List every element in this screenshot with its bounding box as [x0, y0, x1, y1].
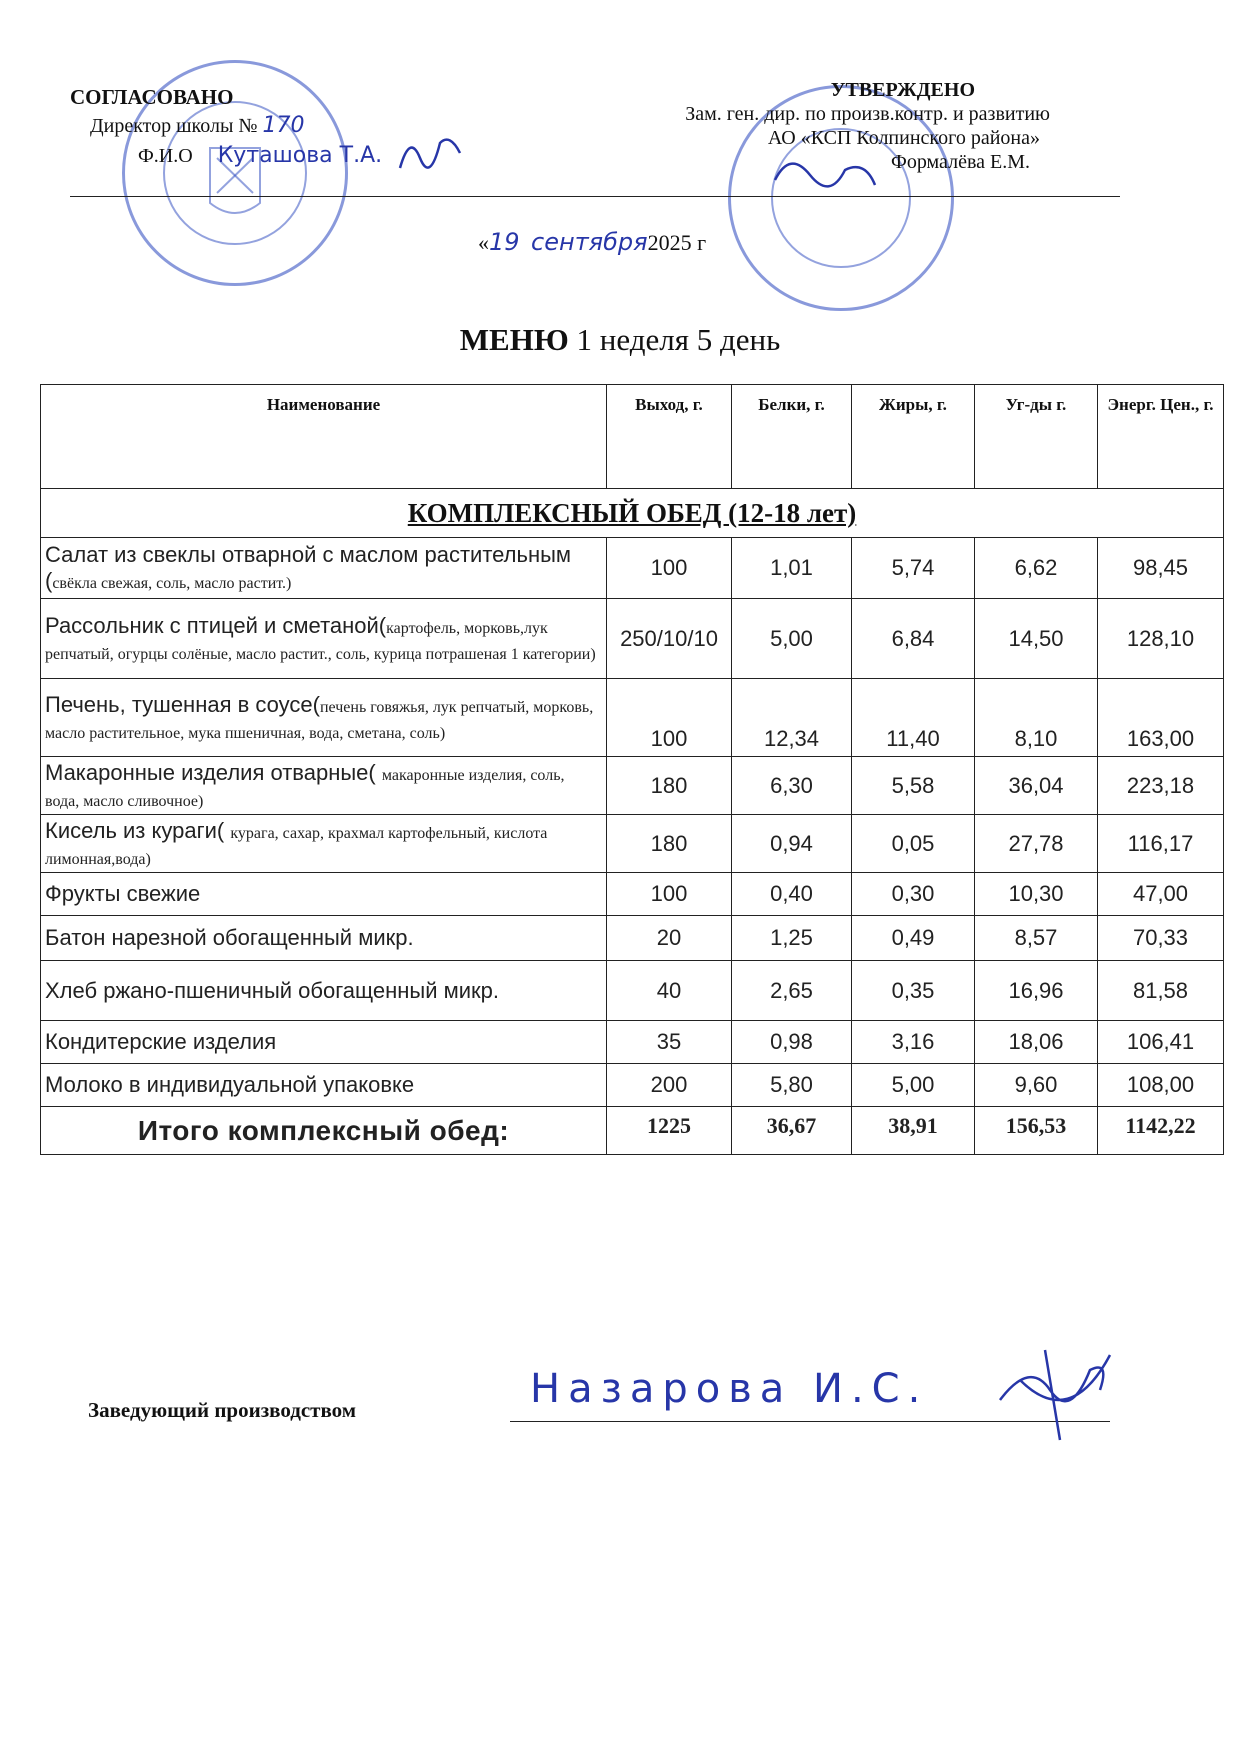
- date-year: 2025 г: [647, 230, 707, 255]
- agreed-signature-icon: [395, 128, 465, 178]
- table-row: [41, 916, 1224, 961]
- dish-carbs: 14,50: [975, 599, 1098, 679]
- dish-carbs: 18,06: [975, 1021, 1098, 1064]
- dish-energy: 116,17: [1098, 815, 1224, 873]
- total-protein: 36,67: [732, 1107, 852, 1155]
- approval-date: «19 сентября2025 г: [478, 228, 707, 256]
- table-row: [41, 1064, 1224, 1107]
- date-day: 19: [489, 228, 520, 256]
- table-row: [41, 815, 1224, 873]
- dish-carbs: 8,57: [975, 916, 1098, 961]
- dish-carbs: 8,10: [975, 679, 1098, 757]
- dish-fat: 0,05: [852, 815, 975, 873]
- dish-carbs: 9,60: [975, 1064, 1098, 1107]
- total-fat: 38,91: [852, 1107, 975, 1155]
- dish-out: 40: [607, 961, 732, 1021]
- total-label: Итого комплексный обед:: [41, 1107, 607, 1155]
- dish-carbs: 10,30: [975, 873, 1098, 916]
- dish-energy: 223,18: [1098, 757, 1224, 815]
- dish-energy: 106,41: [1098, 1021, 1224, 1064]
- dish-name: Кондитерские изделия: [41, 1021, 607, 1064]
- date-month: сентября: [531, 228, 648, 256]
- agreed-title: СОГЛАСОВАНО: [70, 85, 234, 109]
- approved-line-3: Формалёва Е.М.: [891, 151, 1030, 173]
- dish-name: Молоко в индивидуальной упаковке: [41, 1064, 607, 1107]
- dish-carbs: 27,78: [975, 815, 1098, 873]
- dish-energy: 108,00: [1098, 1064, 1224, 1107]
- total-carbs: 156,53: [975, 1107, 1098, 1155]
- dish-name: Батон нарезной обогащенный микр.: [41, 916, 607, 961]
- dish-name: Рассольник с птицей и сметаной(картофель, морковь,лук репчатый, огурцы солёные, масло растит., соль, курица потрашеная 1 категории): [41, 599, 607, 679]
- approved-title: УТВЕРЖДЕНО: [830, 79, 975, 101]
- dish-energy: 47,00: [1098, 873, 1224, 916]
- dish-protein: 0,94: [732, 815, 852, 873]
- header-divider: [70, 196, 1120, 197]
- production-manager-signature-text: Назарова И.С.: [530, 1366, 929, 1412]
- menu-table: [40, 384, 1224, 1155]
- dish-protein: 5,80: [732, 1064, 852, 1107]
- table-row: [41, 679, 1224, 757]
- approved-signature-icon: [770, 150, 880, 210]
- dish-out: 100: [607, 679, 732, 757]
- dish-energy: 98,45: [1098, 538, 1224, 599]
- dish-protein: 5,00: [732, 599, 852, 679]
- section-title: КОМПЛЕКСНЫЙ ОБЕД (12-18 лет): [407, 497, 857, 528]
- dish-energy: 81,58: [1098, 961, 1224, 1021]
- dish-carbs: 36,04: [975, 757, 1098, 815]
- table-row: [41, 757, 1224, 815]
- col-out: Выход, г.: [607, 385, 732, 489]
- table-row: [41, 599, 1224, 679]
- dish-out: 180: [607, 815, 732, 873]
- dish-name: Печень, тушенная в соусе(печень говяжья, лук репчатый, морковь, масло растительное, мука пшеничная, вода, сметана, соль): [41, 679, 607, 757]
- production-manager-label: Заведующий производством: [88, 1398, 357, 1422]
- agreed-director-line: Директор школы № 170: [90, 113, 305, 138]
- production-manager-signature-icon: [990, 1340, 1120, 1450]
- dish-name: Хлеб ржано-пшеничный обогащенный микр.: [41, 961, 607, 1021]
- dish-protein: 6,30: [732, 757, 852, 815]
- dish-fat: 0,30: [852, 873, 975, 916]
- dish-name: Кисель из кураги( курага, сахар, крахмал картофельный, кислота лимонная,вода): [41, 815, 607, 873]
- dish-name: Макаронные изделия отварные( макаронные изделия, соль, вода, масло сливочное): [41, 757, 607, 815]
- dish-fat: 5,74: [852, 538, 975, 599]
- dish-energy: 70,33: [1098, 916, 1224, 961]
- total-energy: 1142,22: [1098, 1107, 1224, 1155]
- dish-out: 100: [607, 873, 732, 916]
- dish-out: 200: [607, 1064, 732, 1107]
- dish-fat: 5,58: [852, 757, 975, 815]
- dish-protein: 2,65: [732, 961, 852, 1021]
- dish-protein: 0,98: [732, 1021, 852, 1064]
- agreed-school-number: 170: [262, 113, 305, 138]
- dish-name: Фрукты свежие: [41, 873, 607, 916]
- dish-protein: 1,25: [732, 916, 852, 961]
- agreed-director-name: Куташова Т.А.: [217, 143, 383, 168]
- table-row: [41, 538, 1224, 599]
- table-row: [41, 873, 1224, 916]
- dish-fat: 6,84: [852, 599, 975, 679]
- table-row: [41, 961, 1224, 1021]
- dish-out: 180: [607, 757, 732, 815]
- dish-name: Салат из свеклы отварной с маслом растительным (свёкла свежая, соль, масло растит.): [41, 538, 607, 599]
- dish-protein: 12,34: [732, 679, 852, 757]
- col-name: Наименование: [41, 385, 607, 489]
- dish-carbs: 16,96: [975, 961, 1098, 1021]
- dish-out: 100: [607, 538, 732, 599]
- dish-fat: 3,16: [852, 1021, 975, 1064]
- dish-energy: 128,10: [1098, 599, 1224, 679]
- dish-energy: 163,00: [1098, 679, 1224, 757]
- dish-fat: 11,40: [852, 679, 975, 757]
- menu-title: МЕНЮ 1 неделя 5 день: [459, 322, 781, 357]
- table-header-row: [41, 385, 1224, 489]
- dish-fat: 0,35: [852, 961, 975, 1021]
- dish-fat: 0,49: [852, 916, 975, 961]
- col-carbs: Уг-ды г.: [975, 385, 1098, 489]
- total-out: 1225: [607, 1107, 732, 1155]
- dish-protein: 0,40: [732, 873, 852, 916]
- dish-out: 20: [607, 916, 732, 961]
- dish-protein: 1,01: [732, 538, 852, 599]
- dish-out: 250/10/10: [607, 599, 732, 679]
- table-row: [41, 1021, 1224, 1064]
- col-protein: Белки, г.: [732, 385, 852, 489]
- section-row: [41, 489, 1224, 538]
- approved-line-1: Зам. ген. дир. по произв.контр. и развитию: [685, 103, 1050, 125]
- col-fat: Жиры, г.: [852, 385, 975, 489]
- col-energy: Энерг. Цен., г.: [1098, 385, 1224, 489]
- approved-line-2: АО «КСП Колпинского района»: [767, 127, 1040, 149]
- dish-fat: 5,00: [852, 1064, 975, 1107]
- total-row: [41, 1107, 1224, 1155]
- dish-carbs: 6,62: [975, 538, 1098, 599]
- agreed-fio-line: Ф.И.О Куташова Т.А.: [138, 143, 383, 168]
- dish-out: 35: [607, 1021, 732, 1064]
